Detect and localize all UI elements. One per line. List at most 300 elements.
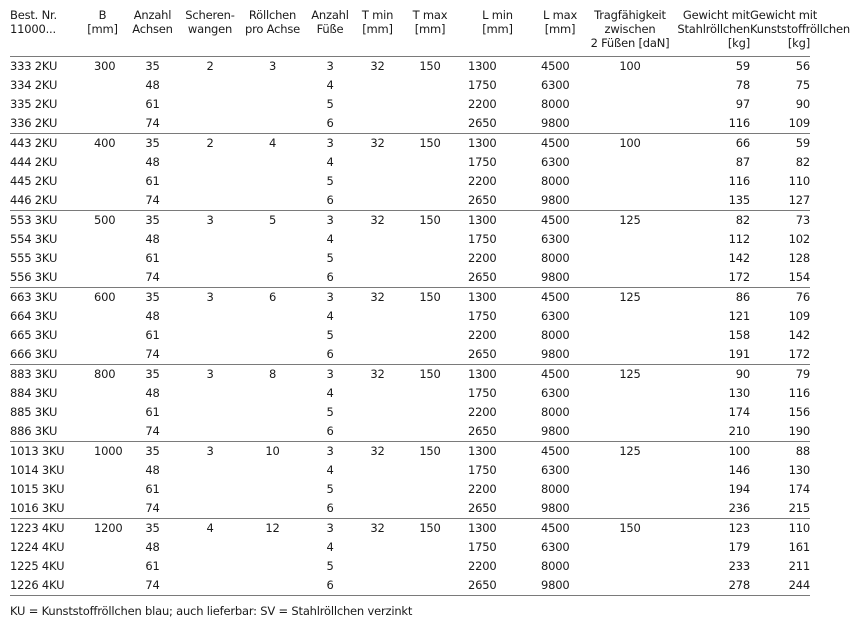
cell-l-max: 8000 — [541, 174, 570, 188]
cell-width — [80, 172, 125, 191]
cell-t-min — [355, 76, 400, 95]
cell-feet: 5 — [326, 174, 334, 188]
table-row — [10, 307, 810, 326]
cell-scissor-plates: 3 — [206, 213, 214, 227]
cell-t-max — [400, 576, 460, 596]
cell-order-number: 445 2KU — [10, 174, 58, 188]
cell-feet: 3 — [326, 59, 334, 73]
cell-t-max — [400, 480, 460, 499]
cell-width — [80, 422, 125, 442]
cell-weight-steel: 135 — [728, 193, 750, 207]
cell-l-max: 9800 — [541, 193, 570, 207]
cell-weight-steel: 116 — [728, 116, 750, 130]
cell-weight-plastic: 82 — [795, 155, 810, 169]
cell-t-min: 32 — [370, 290, 385, 304]
cell-feet: 4 — [326, 78, 334, 92]
table-group — [10, 288, 810, 365]
cell-scissor-plates — [180, 95, 240, 114]
cell-l-min: 1750 — [468, 309, 497, 323]
cell-t-max — [400, 230, 460, 249]
cell-width — [80, 499, 125, 519]
cell-load-capacity — [585, 95, 675, 114]
cell-l-min: 1750 — [468, 155, 497, 169]
cell-width — [80, 384, 125, 403]
cell-l-min: 2650 — [468, 270, 497, 284]
cell-load-capacity — [585, 480, 675, 499]
table-row — [10, 95, 810, 114]
table-row — [10, 576, 810, 596]
cell-l-max: 4500 — [541, 444, 570, 458]
cell-scissor-plates: 2 — [206, 59, 214, 73]
cell-axles: 61 — [145, 559, 160, 573]
cell-weight-plastic: 215 — [788, 501, 810, 515]
cell-weight-steel: 172 — [728, 270, 750, 284]
cell-load-capacity — [585, 499, 675, 519]
cell-order-number: 334 2KU — [10, 78, 58, 92]
cell-t-max — [400, 326, 460, 345]
table-row — [10, 422, 810, 442]
cell-l-max: 9800 — [541, 270, 570, 284]
cell-feet: 3 — [326, 521, 334, 535]
cell-l-min: 2650 — [468, 116, 497, 130]
cell-rollers-per-axle — [240, 172, 305, 191]
cell-width — [80, 249, 125, 268]
cell-load-capacity — [585, 249, 675, 268]
cell-l-max: 6300 — [541, 540, 570, 554]
cell-order-number: 553 3KU — [10, 213, 58, 227]
cell-l-min: 2650 — [468, 578, 497, 592]
cell-weight-plastic: 110 — [788, 174, 810, 188]
cell-scissor-plates: 3 — [206, 367, 214, 381]
table-row — [10, 538, 810, 557]
cell-axles: 61 — [145, 174, 160, 188]
table-group — [10, 211, 810, 288]
cell-t-min — [355, 249, 400, 268]
cell-scissor-plates — [180, 172, 240, 191]
cell-t-max — [400, 345, 460, 365]
cell-t-max — [400, 191, 460, 211]
table-row — [10, 384, 810, 403]
cell-l-max: 6300 — [541, 155, 570, 169]
cell-axles: 35 — [145, 213, 160, 227]
cell-scissor-plates — [180, 422, 240, 442]
cell-weight-plastic: 172 — [788, 347, 810, 361]
cell-t-min — [355, 480, 400, 499]
table-row — [10, 480, 810, 499]
cell-l-max: 9800 — [541, 116, 570, 130]
cell-axles: 35 — [145, 59, 160, 73]
cell-l-min: 2200 — [468, 174, 497, 188]
cell-scissor-plates — [180, 230, 240, 249]
cell-t-max — [400, 153, 460, 172]
cell-rollers-per-axle — [240, 461, 305, 480]
cell-load-capacity: 125 — [619, 290, 641, 304]
cell-rollers-per-axle — [240, 307, 305, 326]
cell-l-min: 1750 — [468, 78, 497, 92]
cell-weight-plastic: 244 — [788, 578, 810, 592]
cell-feet: 6 — [326, 347, 334, 361]
cell-scissor-plates — [180, 249, 240, 268]
header-cell-weight-steel: Gewicht mit Stahlröllchen [kg] — [677, 8, 750, 50]
cell-scissor-plates — [180, 268, 240, 288]
cell-t-max: 150 — [419, 521, 441, 535]
header-cell-load-capacity: Tragfähigkeit zwischen 2 Füßen [daN] — [590, 8, 670, 50]
cell-weight-steel: 66 — [735, 136, 750, 150]
cell-l-min: 2200 — [468, 482, 497, 496]
cell-width — [80, 480, 125, 499]
cell-t-min: 32 — [370, 521, 385, 535]
cell-feet: 6 — [326, 578, 334, 592]
cell-feet: 6 — [326, 193, 334, 207]
cell-load-capacity — [585, 384, 675, 403]
cell-width — [80, 153, 125, 172]
cell-l-max: 9800 — [541, 501, 570, 515]
cell-load-capacity — [585, 307, 675, 326]
cell-scissor-plates: 3 — [206, 290, 214, 304]
cell-rollers-per-axle — [240, 538, 305, 557]
cell-t-min: 32 — [370, 136, 385, 150]
cell-width — [80, 191, 125, 211]
cell-order-number: 886 3KU — [10, 424, 58, 438]
header-cell-weight-plastic: Gewicht mit Kunststoffröllchen [kg] — [750, 8, 850, 50]
cell-t-min — [355, 268, 400, 288]
cell-rollers-per-axle: 4 — [268, 136, 277, 150]
cell-load-capacity — [585, 326, 675, 345]
cell-t-max — [400, 461, 460, 480]
cell-order-number: 1016 3KU — [10, 501, 65, 515]
cell-rollers-per-axle — [240, 557, 305, 576]
cell-load-capacity — [585, 230, 675, 249]
cell-scissor-plates — [180, 114, 240, 134]
cell-order-number: 1224 4KU — [10, 540, 65, 554]
cell-axles: 35 — [145, 521, 160, 535]
cell-weight-plastic: 156 — [788, 405, 810, 419]
cell-axles: 61 — [145, 97, 160, 111]
cell-weight-plastic: 116 — [788, 386, 810, 400]
cell-l-min: 1300 — [468, 59, 497, 73]
cell-load-capacity — [585, 191, 675, 211]
cell-l-min: 1750 — [468, 232, 497, 246]
cell-weight-plastic: 90 — [795, 97, 810, 111]
cell-axles: 74 — [145, 578, 160, 592]
header-cell-order-number: Best. Nr. 11000... — [10, 8, 57, 36]
table-row — [10, 191, 810, 211]
table-row — [10, 268, 810, 288]
cell-weight-plastic: 109 — [788, 116, 810, 130]
cell-order-number: 664 3KU — [10, 309, 58, 323]
table-row — [10, 326, 810, 345]
cell-scissor-plates — [180, 576, 240, 596]
cell-rollers-per-axle: 3 — [268, 59, 277, 73]
cell-t-min — [355, 557, 400, 576]
cell-t-max: 150 — [419, 213, 441, 227]
cell-axles: 74 — [145, 347, 160, 361]
cell-width — [80, 403, 125, 422]
cell-rollers-per-axle: 6 — [268, 290, 277, 304]
cell-feet: 4 — [326, 309, 334, 323]
cell-l-max: 6300 — [541, 232, 570, 246]
cell-t-min: 32 — [370, 367, 385, 381]
cell-rollers-per-axle — [240, 249, 305, 268]
cell-axles: 48 — [145, 540, 160, 554]
cell-axles: 74 — [145, 193, 160, 207]
cell-width — [80, 345, 125, 365]
cell-feet: 4 — [326, 386, 334, 400]
cell-load-capacity — [585, 422, 675, 442]
cell-feet: 5 — [326, 559, 334, 573]
cell-load-capacity — [585, 114, 675, 134]
cell-t-min: 32 — [370, 213, 385, 227]
cell-weight-plastic: 110 — [788, 521, 810, 535]
cell-l-min: 2200 — [468, 559, 497, 573]
cell-feet: 5 — [326, 405, 334, 419]
cell-axles: 48 — [145, 232, 160, 246]
cell-feet: 3 — [326, 213, 334, 227]
cell-l-max: 6300 — [541, 463, 570, 477]
cell-t-min — [355, 499, 400, 519]
cell-rollers-per-axle — [240, 191, 305, 211]
cell-axles: 74 — [145, 270, 160, 284]
cell-scissor-plates — [180, 461, 240, 480]
table-group — [10, 442, 810, 519]
table-row — [10, 153, 810, 172]
cell-load-capacity: 125 — [619, 213, 641, 227]
cell-t-max — [400, 422, 460, 442]
cell-load-capacity — [585, 76, 675, 95]
cell-l-max: 4500 — [541, 367, 570, 381]
cell-weight-plastic: 73 — [795, 213, 810, 227]
cell-weight-plastic: 128 — [788, 251, 810, 265]
cell-t-max — [400, 557, 460, 576]
cell-axles: 61 — [145, 251, 160, 265]
table-group — [10, 57, 810, 134]
cell-l-max: 8000 — [541, 482, 570, 496]
cell-l-min: 2200 — [468, 405, 497, 419]
cell-scissor-plates — [180, 538, 240, 557]
cell-rollers-per-axle: 10 — [265, 444, 280, 458]
cell-width — [80, 307, 125, 326]
cell-weight-plastic: 211 — [788, 559, 810, 573]
cell-t-min — [355, 538, 400, 557]
cell-weight-plastic: 190 — [788, 424, 810, 438]
header-cell-l-min: L min [mm] — [482, 8, 513, 36]
cell-l-max: 8000 — [541, 251, 570, 265]
cell-width: 1200 — [94, 521, 123, 535]
cell-weight-steel: 78 — [735, 78, 750, 92]
cell-t-max — [400, 384, 460, 403]
cell-scissor-plates — [180, 153, 240, 172]
cell-order-number: 1014 3KU — [10, 463, 65, 477]
header-cell-axles: Anzahl Achsen — [132, 8, 173, 36]
cell-t-max: 150 — [419, 290, 441, 304]
header-row — [10, 8, 810, 57]
cell-l-min: 1300 — [468, 444, 497, 458]
cell-load-capacity: 125 — [619, 444, 641, 458]
cell-rollers-per-axle — [240, 499, 305, 519]
cell-t-min — [355, 153, 400, 172]
cell-l-min: 2650 — [468, 501, 497, 515]
cell-feet: 4 — [326, 540, 334, 554]
table-row — [10, 230, 810, 249]
cell-rollers-per-axle — [240, 230, 305, 249]
cell-scissor-plates — [180, 499, 240, 519]
cell-scissor-plates — [180, 307, 240, 326]
cell-load-capacity — [585, 538, 675, 557]
cell-width — [80, 576, 125, 596]
cell-weight-plastic: 161 — [788, 540, 810, 554]
table-row — [10, 76, 810, 95]
cell-weight-plastic: 154 — [788, 270, 810, 284]
cell-feet: 6 — [326, 270, 334, 284]
cell-scissor-plates — [180, 403, 240, 422]
cell-width: 600 — [94, 290, 116, 304]
spec-table — [10, 8, 850, 596]
cell-weight-steel: 142 — [728, 251, 750, 265]
cell-weight-plastic: 130 — [788, 463, 810, 477]
cell-rollers-per-axle — [240, 326, 305, 345]
cell-feet: 4 — [326, 232, 334, 246]
cell-weight-plastic: 127 — [788, 193, 810, 207]
cell-rollers-per-axle — [240, 268, 305, 288]
cell-t-max — [400, 268, 460, 288]
table-row — [10, 211, 810, 231]
footnote: KU = Kunststoffröllchen blau; auch lieferbar: SV = Stahlröllchen verzinkt — [10, 604, 413, 618]
cell-axles: 61 — [145, 405, 160, 419]
header-cell-t-max: T max [mm] — [412, 8, 448, 36]
cell-axles: 48 — [145, 386, 160, 400]
cell-l-min: 2650 — [468, 193, 497, 207]
table-row — [10, 499, 810, 519]
cell-order-number: 446 2KU — [10, 193, 58, 207]
cell-t-max — [400, 114, 460, 134]
cell-weight-steel: 112 — [728, 232, 750, 246]
cell-l-min: 1750 — [468, 540, 497, 554]
cell-weight-steel: 278 — [728, 578, 750, 592]
cell-t-max — [400, 249, 460, 268]
table-group — [10, 519, 810, 596]
table-row — [10, 519, 810, 539]
cell-load-capacity — [585, 268, 675, 288]
cell-load-capacity — [585, 461, 675, 480]
cell-t-max — [400, 76, 460, 95]
cell-weight-plastic: 102 — [788, 232, 810, 246]
cell-load-capacity — [585, 557, 675, 576]
cell-axles: 61 — [145, 328, 160, 342]
cell-feet: 3 — [326, 290, 334, 304]
cell-feet: 6 — [326, 116, 334, 130]
cell-feet: 5 — [326, 482, 334, 496]
table-row — [10, 461, 810, 480]
cell-load-capacity: 150 — [619, 521, 641, 535]
cell-scissor-plates — [180, 326, 240, 345]
cell-rollers-per-axle — [240, 345, 305, 365]
cell-axles: 35 — [145, 290, 160, 304]
cell-t-min — [355, 461, 400, 480]
cell-weight-steel: 87 — [735, 155, 750, 169]
cell-l-min: 1750 — [468, 463, 497, 477]
table-row — [10, 403, 810, 422]
cell-load-capacity — [585, 576, 675, 596]
cell-t-max — [400, 538, 460, 557]
table-row — [10, 57, 810, 77]
cell-width — [80, 538, 125, 557]
cell-l-max: 9800 — [541, 347, 570, 361]
cell-weight-steel: 194 — [728, 482, 750, 496]
cell-weight-plastic: 79 — [795, 367, 810, 381]
cell-order-number: 555 3KU — [10, 251, 58, 265]
cell-t-max: 150 — [419, 444, 441, 458]
cell-t-max: 150 — [419, 367, 441, 381]
cell-weight-steel: 86 — [735, 290, 750, 304]
cell-width — [80, 557, 125, 576]
cell-rollers-per-axle — [240, 153, 305, 172]
cell-load-capacity — [585, 153, 675, 172]
table-row — [10, 288, 810, 308]
cell-feet: 6 — [326, 424, 334, 438]
cell-rollers-per-axle — [240, 576, 305, 596]
cell-rollers-per-axle — [240, 403, 305, 422]
cell-l-min: 1300 — [468, 290, 497, 304]
cell-order-number: 335 2KU — [10, 97, 58, 111]
cell-width: 500 — [94, 213, 116, 227]
cell-feet: 3 — [326, 444, 334, 458]
cell-t-min — [355, 345, 400, 365]
cell-load-capacity: 100 — [619, 59, 641, 73]
cell-order-number: 666 3KU — [10, 347, 58, 361]
cell-l-max: 4500 — [541, 213, 570, 227]
cell-weight-steel: 210 — [728, 424, 750, 438]
cell-order-number: 665 3KU — [10, 328, 58, 342]
header-cell-rollers-per-axle: Röllchen pro Achse — [244, 8, 300, 36]
cell-l-max: 9800 — [541, 424, 570, 438]
cell-width: 1000 — [94, 444, 123, 458]
cell-rollers-per-axle — [240, 95, 305, 114]
cell-t-max: 150 — [419, 136, 441, 150]
cell-rollers-per-axle — [240, 480, 305, 499]
cell-scissor-plates — [180, 191, 240, 211]
cell-weight-steel: 236 — [728, 501, 750, 515]
header-cell-width: B [mm] — [87, 8, 118, 36]
cell-l-max: 4500 — [541, 521, 570, 535]
cell-weight-plastic: 174 — [788, 482, 810, 496]
cell-feet: 5 — [326, 251, 334, 265]
cell-scissor-plates: 2 — [206, 136, 214, 150]
cell-l-min: 1300 — [468, 367, 497, 381]
cell-t-max: 150 — [419, 59, 441, 73]
cell-feet: 4 — [326, 155, 334, 169]
cell-order-number: 443 2KU — [10, 136, 58, 150]
cell-l-max: 4500 — [541, 290, 570, 304]
cell-load-capacity — [585, 345, 675, 365]
cell-l-min: 1300 — [468, 521, 497, 535]
table-row — [10, 345, 810, 365]
cell-weight-plastic: 56 — [795, 59, 810, 73]
cell-weight-steel: 158 — [728, 328, 750, 342]
cell-axles: 74 — [145, 501, 160, 515]
cell-scissor-plates — [180, 384, 240, 403]
cell-scissor-plates: 3 — [206, 444, 214, 458]
cell-order-number: 1225 4KU — [10, 559, 65, 573]
header-cell-t-min: T min [mm] — [361, 8, 394, 36]
cell-weight-steel: 100 — [728, 444, 750, 458]
cell-order-number: 333 2KU — [10, 59, 58, 73]
cell-weight-plastic: 88 — [795, 444, 810, 458]
cell-width — [80, 76, 125, 95]
cell-weight-plastic: 142 — [788, 328, 810, 342]
cell-l-min: 2200 — [468, 251, 497, 265]
cell-order-number: 1223 4KU — [10, 521, 65, 535]
cell-weight-steel: 90 — [735, 367, 750, 381]
